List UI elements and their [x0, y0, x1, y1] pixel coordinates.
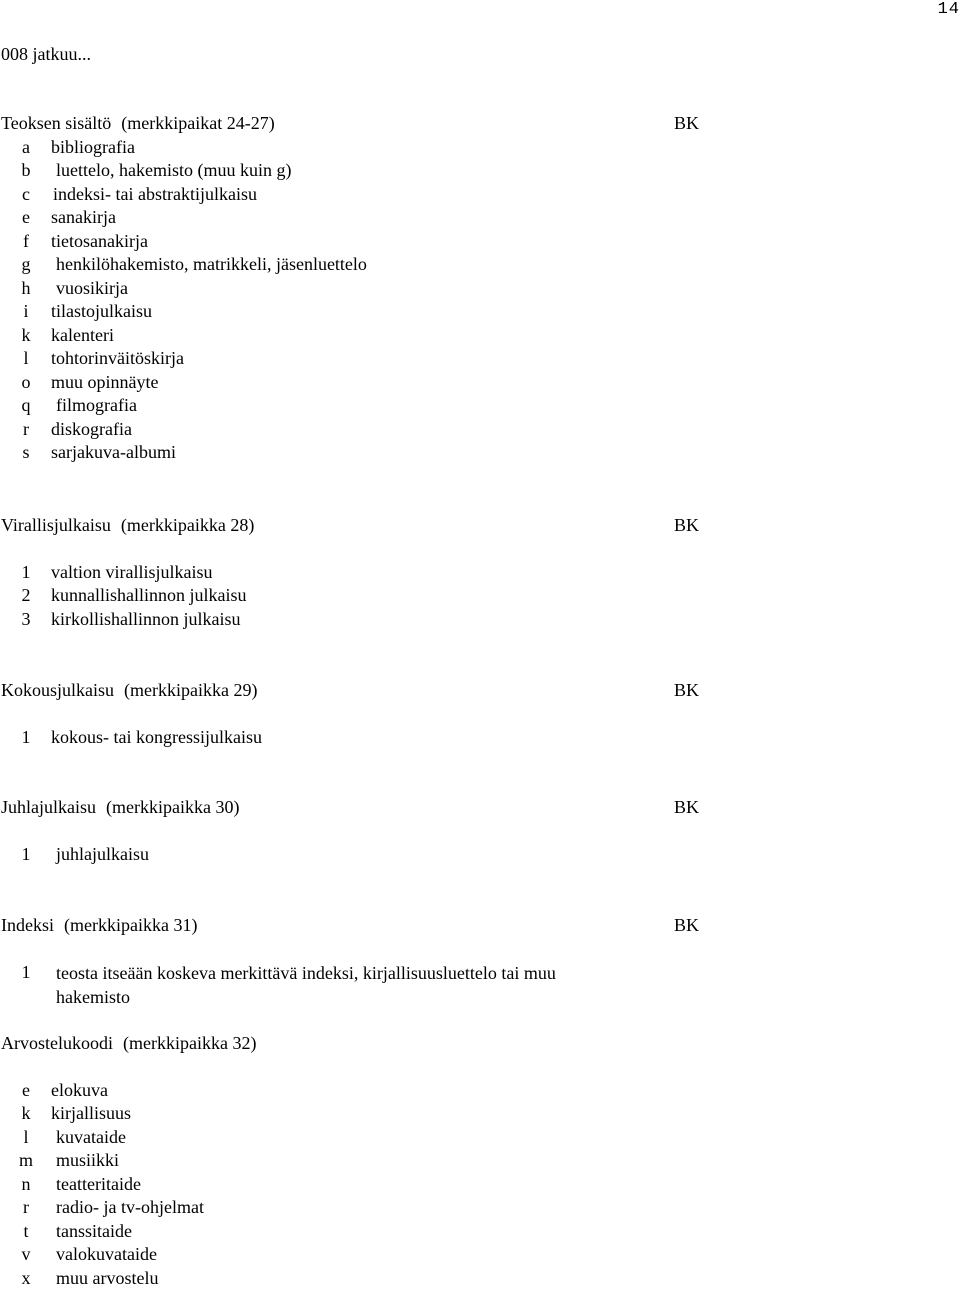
format-tag: BK [674, 796, 699, 820]
field-position: (merkkipaikka 30) [106, 797, 239, 817]
format-tag: BK [674, 914, 699, 938]
item-code: 1 [1, 843, 51, 867]
item-label: tilastojulkaisu [51, 300, 152, 324]
list-item [1, 1102, 701, 1126]
item-code: k [1, 1102, 51, 1126]
item-label: sanakirja [51, 206, 116, 230]
item-label: tanssitaide [51, 1220, 132, 1244]
list-item [1, 347, 701, 371]
section-title: Virallisjulkaisu [1, 515, 111, 535]
item-code: o [1, 371, 51, 395]
item-label: diskografia [51, 418, 132, 442]
list-item [1, 1126, 701, 1150]
list-item [1, 1220, 701, 1244]
item-label: indeksi- tai abstraktijulkaisu [51, 183, 257, 207]
section-title-group [1, 679, 257, 703]
field-position: (merkkipaikat 24-27) [121, 113, 274, 133]
field-position: (merkkipaikka 32) [123, 1033, 256, 1053]
section-header [1, 914, 701, 938]
section-festschrift [1, 796, 701, 866]
item-label: filmografia [51, 394, 137, 418]
item-label: kunnallishallinnon julkaisu [51, 584, 247, 608]
item-label: valtion virallisjulkaisu [51, 561, 212, 585]
item-label: kirkollishallinnon julkaisu [51, 608, 241, 632]
item-code: 2 [1, 584, 51, 608]
item-label: vuosikirja [51, 277, 128, 301]
section-title: Juhlajulkaisu [1, 797, 96, 817]
code-list [1, 961, 701, 1009]
list-item [1, 300, 701, 324]
page-number: 14 [938, 0, 960, 22]
item-label: muu arvostelu [51, 1267, 158, 1290]
item-code: n [1, 1173, 51, 1197]
item-code: i [1, 300, 51, 324]
list-item [1, 394, 701, 418]
list-item [1, 584, 701, 608]
item-code: e [1, 1079, 51, 1103]
list-item [1, 1243, 701, 1267]
list-item [1, 183, 701, 207]
list-item [1, 608, 701, 632]
item-code: l [1, 1126, 51, 1150]
section-title-group [1, 514, 254, 538]
list-item [1, 1267, 701, 1290]
item-label: henkilöhakemisto, matrikkeli, jäsenluettelo [51, 253, 367, 277]
list-item [1, 253, 701, 277]
item-code: l [1, 347, 51, 371]
code-list [1, 843, 701, 867]
item-code: k [1, 324, 51, 348]
item-label: musiikki [51, 1149, 119, 1173]
item-label: teatteritaide [51, 1173, 141, 1197]
section-header [1, 514, 701, 538]
section-contents [1, 112, 701, 465]
section-title-group [1, 1032, 256, 1056]
field-position: (merkkipaikka 28) [121, 515, 254, 535]
item-label: bibliografia [51, 136, 135, 160]
section-review-code [1, 1032, 701, 1290]
item-label: luettelo, hakemisto (muu kuin g) [51, 159, 291, 183]
field-position: (merkkipaikka 31) [64, 915, 197, 935]
item-code: c [1, 183, 51, 207]
item-label: radio- ja tv-ohjelmat [51, 1196, 204, 1220]
item-code: r [1, 418, 51, 442]
item-label: tietosanakirja [51, 230, 148, 254]
item-code: 1 [1, 961, 51, 1009]
code-list [1, 1079, 701, 1290]
list-item [1, 230, 701, 254]
list-item [1, 324, 701, 348]
item-label: tohtorinväitöskirja [51, 347, 184, 371]
item-code: e [1, 206, 51, 230]
section-official-publication [1, 514, 701, 631]
item-code: g [1, 253, 51, 277]
item-label: kirjallisuus [51, 1102, 131, 1126]
item-label: sarjakuva-albumi [51, 441, 176, 465]
item-code: f [1, 230, 51, 254]
item-code: t [1, 1220, 51, 1244]
code-list [1, 726, 701, 750]
section-title: Indeksi [1, 915, 54, 935]
item-code: 3 [1, 608, 51, 632]
item-label: juhlajulkaisu [51, 843, 149, 867]
continued-label: 008 jatkuu... [1, 43, 91, 67]
item-code: r [1, 1196, 51, 1220]
list-item [1, 206, 701, 230]
section-title-group [1, 112, 275, 136]
list-item [1, 961, 701, 1009]
list-item [1, 277, 701, 301]
item-label: kokous- tai kongressijulkaisu [51, 726, 262, 750]
item-code: 1 [1, 726, 51, 750]
section-header [1, 679, 701, 703]
code-list [1, 136, 701, 465]
item-label: elokuva [51, 1079, 108, 1103]
item-label: muu opinnäyte [51, 371, 158, 395]
item-label: kuvataide [51, 1126, 126, 1150]
code-list [1, 561, 701, 632]
section-title-group [1, 796, 239, 820]
item-code: x [1, 1267, 51, 1290]
item-code: s [1, 441, 51, 465]
list-item [1, 1079, 701, 1103]
list-item [1, 371, 701, 395]
format-tag: BK [674, 112, 699, 136]
field-position: (merkkipaikka 29) [124, 680, 257, 700]
item-code: 1 [1, 561, 51, 585]
section-header [1, 1032, 701, 1056]
section-index [1, 914, 701, 1009]
item-code: m [1, 1149, 51, 1173]
section-title-group [1, 914, 197, 938]
item-code: b [1, 159, 51, 183]
item-label: kalenteri [51, 324, 114, 348]
section-header [1, 112, 701, 136]
item-code: a [1, 136, 51, 160]
list-item [1, 1149, 701, 1173]
list-item [1, 1196, 701, 1220]
section-header [1, 796, 701, 820]
list-item [1, 726, 701, 750]
list-item [1, 843, 701, 867]
format-tag: BK [674, 679, 699, 703]
section-conference-publication [1, 679, 701, 749]
item-code: h [1, 277, 51, 301]
item-label: teosta itseään koskeva merkittävä indeksi, kirjallisuusluettelo tai muu hakemisto [51, 961, 586, 1009]
item-code: v [1, 1243, 51, 1267]
section-title: Kokousjulkaisu [1, 680, 114, 700]
section-title: Arvostelukoodi [1, 1033, 113, 1053]
list-item [1, 561, 701, 585]
list-item [1, 159, 701, 183]
item-code: q [1, 394, 51, 418]
list-item [1, 1173, 701, 1197]
list-item [1, 441, 701, 465]
list-item [1, 418, 701, 442]
format-tag: BK [674, 514, 699, 538]
list-item [1, 136, 701, 160]
item-label: valokuvataide [51, 1243, 157, 1267]
section-title: Teoksen sisältö [1, 113, 111, 133]
